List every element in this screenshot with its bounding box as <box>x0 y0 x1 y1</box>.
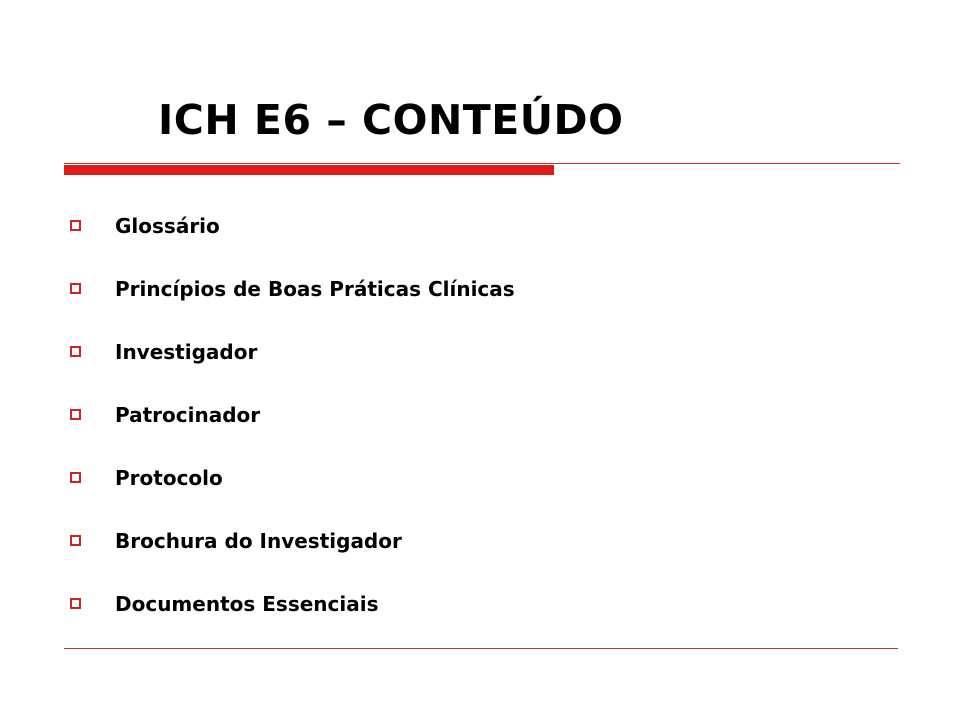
list-item-label: Documentos Essenciais <box>115 591 379 616</box>
square-bullet-icon <box>70 409 81 420</box>
list-item <box>68 320 515 383</box>
list-item-label: Patrocinador <box>115 402 261 427</box>
title-divider-accent <box>64 165 554 175</box>
list-item-label: Protocolo <box>115 465 223 490</box>
list-item <box>68 509 515 572</box>
list-item-label: Brochura do Investigador <box>115 528 402 553</box>
square-bullet-icon <box>70 472 81 483</box>
list-item <box>68 383 515 446</box>
square-bullet-icon <box>70 283 81 294</box>
title-divider-thin <box>64 163 900 164</box>
footer-divider <box>64 648 898 649</box>
list-item-label: Glossário <box>115 213 220 238</box>
list-item <box>68 257 515 320</box>
square-bullet-icon <box>70 346 81 357</box>
slide-title: ICH E6 – CONTEÚDO <box>158 96 624 144</box>
content-list <box>68 194 515 635</box>
list-item <box>68 446 515 509</box>
square-bullet-icon <box>70 220 81 231</box>
square-bullet-icon <box>70 535 81 546</box>
list-item-label: Investigador <box>115 339 258 364</box>
list-item <box>68 572 515 635</box>
list-item-label: Princípios de Boas Práticas Clínicas <box>115 276 515 301</box>
list-item <box>68 194 515 257</box>
square-bullet-icon <box>70 598 81 609</box>
